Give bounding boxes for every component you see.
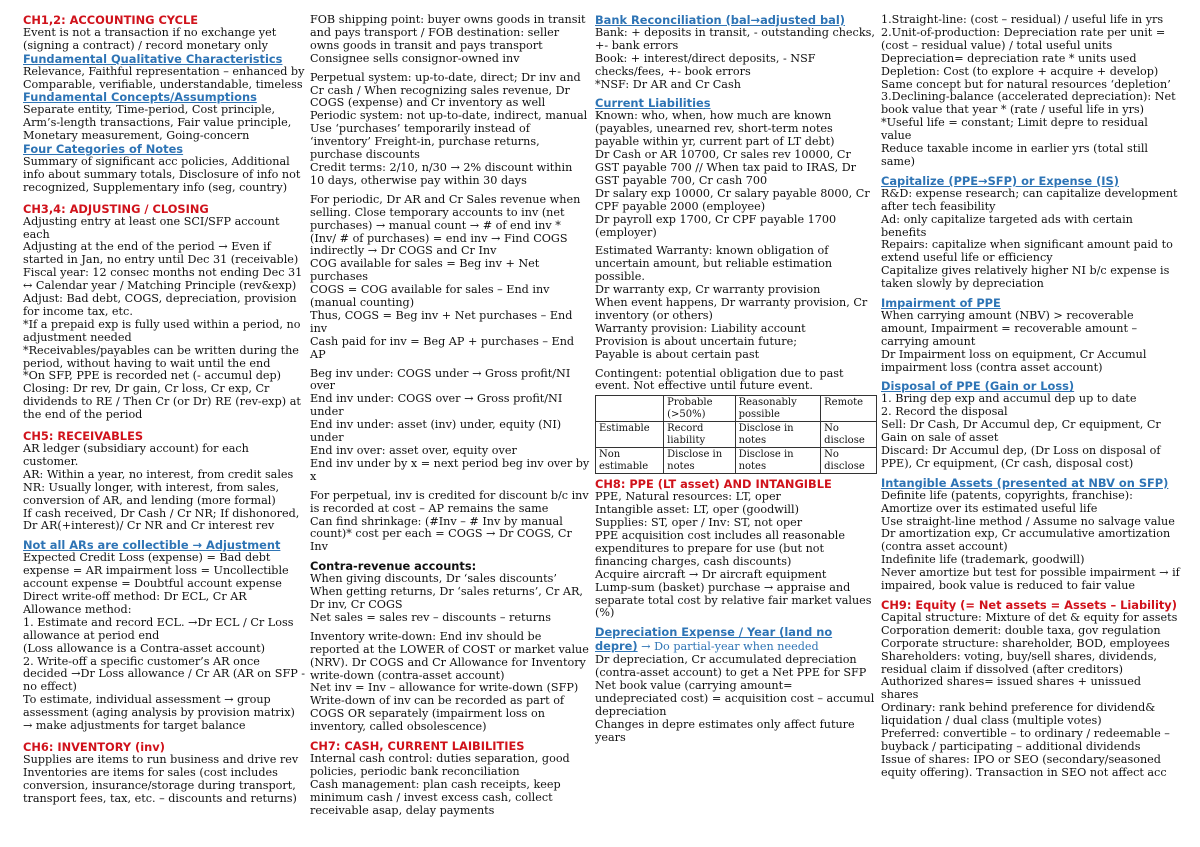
heading-ch5: CH5: RECEIVABLES bbox=[23, 429, 144, 444]
text-line: Can find shrinkage: (#Inv – # Inv by manual count)* cost per each = COGS → Dr COGS, Cr Inv bbox=[310, 514, 572, 554]
text: Summary of significant acc policies, Additional info about summary totals, Disclosure of info not recognized, Supplementary info (seg, country) bbox=[23, 154, 301, 194]
text-line: For periodic, Dr AR and Cr Sales revenue when selling. Close temporary accounts to inv (net purchases) → manual count → # of end inv * (Inv/ # of purchases) = end inv → Find COGS indirectly → Dr COGS and Cr Inv bbox=[310, 192, 581, 258]
text-line: *On SFP, PPE is recorded net (- accumul dep) bbox=[23, 369, 282, 383]
section-equity bbox=[881, 599, 1181, 780]
text-line: Perpetual system: up-to-date, direct; Dr inv and Cr cash / When recognizing sales revenue, Dr COGS (expense) and Cr inventory as well bbox=[310, 70, 581, 110]
text-line: *NSF: Dr AR and Cr Cash bbox=[595, 77, 741, 91]
text-line: PPE acquisition cost includes all reasonable expenditures to prepare for use (but not financing charges, cash discounts) bbox=[595, 529, 845, 568]
section-ppe bbox=[595, 478, 877, 620]
text-line: Ordinary: rank behind preference for dividend& liquidation / dual class (multiple votes) bbox=[881, 701, 1156, 728]
text-line: Cash paid for inv = Beg AP + purchases – End AP bbox=[310, 334, 575, 361]
text-line: Use straight-line method / Assume no salvage value bbox=[881, 514, 1175, 528]
text-line: Net sales = sales rev – discounts – returns bbox=[310, 610, 552, 624]
text-line: R&D: expense research; can capitalize development after tech feasibility bbox=[881, 186, 1178, 213]
table-cell: Remote bbox=[821, 396, 877, 422]
subheading-contra: Contra-revenue accounts: bbox=[310, 559, 477, 574]
text-line: Known: who, when, how much are known (payables, unearned rev, short-term notes payable within yr, current part of LT debt) bbox=[595, 109, 835, 149]
table-cell: Disclose in notes bbox=[664, 448, 735, 474]
text-line: Issue of shares: IPO or SEO (secondary/seasoned equity offering). Transaction in SEO not affect acc bbox=[881, 752, 1167, 779]
text-line: Net inv = Inv – allowance for write-down (SFP) bbox=[310, 681, 579, 695]
text-line: (Loss allowance is a Contra-asset account) bbox=[23, 641, 265, 655]
table-cell: No disclose bbox=[821, 422, 877, 448]
block-capitalize bbox=[881, 175, 1181, 291]
text-line: Shareholders: voting, buy/sell shares, dividends, residual claim if dissolved (after creditors) bbox=[881, 649, 1157, 676]
text-line: Credit terms: 2/10, n/30 → 2% discount within 10 days, otherwise pay within 30 days bbox=[310, 160, 573, 187]
table-cell: Reasonably possible bbox=[735, 396, 821, 422]
table-cell: Probable (>50%) bbox=[664, 396, 735, 422]
text-line: If cash received, Dr Cash / Cr NR; If dishonored, Dr AR(+interest)/ Cr NR and Cr interest rev bbox=[23, 506, 300, 533]
table-row bbox=[596, 448, 877, 474]
block-fob bbox=[310, 14, 590, 66]
block-inventory-errors bbox=[310, 368, 590, 484]
text-line: End inv over: asset over, equity over bbox=[310, 444, 517, 457]
text-line: Allowance method: bbox=[23, 602, 132, 616]
text-line: Adjusting at the end of the period → Even if started in Jan, no entry until Dec 31 (receivable) bbox=[23, 240, 299, 267]
text-line: Dr salary exp 10000, Cr salary payable 8000, Cr CPF payable 2000 (employee) bbox=[595, 186, 870, 213]
text-line: Adjusting entry at least one SCI/SFP account each bbox=[23, 214, 280, 241]
text-line: Preferred: convertible – to ordinary / redeemable – buyback / participating – additional dividends bbox=[881, 727, 1170, 753]
block-current-liabilities bbox=[595, 97, 877, 239]
text-line: When giving discounts, Dr ‘sales discounts’ bbox=[310, 572, 557, 586]
text-line: Definite life (patents, copyrights, franchise): Amortize over its estimated useful life bbox=[881, 488, 1133, 515]
block-contra-revenue bbox=[310, 560, 590, 625]
subheading-intangible: Intangible Assets (presented at NBV on SFP) bbox=[881, 475, 1169, 490]
text-line: Consignee sells consignor-owned inv bbox=[310, 51, 520, 65]
heading-ch3-4: CH3,4: ADJUSTING / CLOSING bbox=[23, 201, 209, 216]
subheading-impairment: Impairment of PPE bbox=[881, 296, 1001, 311]
text-line: Reduce taxable income in earlier yrs (total still same) bbox=[881, 142, 1148, 168]
text-line: Expected Credit Loss (expense) = Bad debt expense = AR impairment loss = Uncollectible account expense = Doubtful account expense bbox=[23, 551, 289, 591]
text-line: Cash management: plan cash receipts, keep minimum cash / invest excess cash, collect receivable asap, delay payments bbox=[310, 777, 561, 817]
text: Event is not a transaction if no exchange yet (signing a contract) / record monetary only bbox=[23, 25, 277, 52]
subheading-notes: Four Categories of Notes bbox=[23, 142, 184, 157]
table-cell: Non estimable bbox=[596, 448, 664, 474]
subheading-disposal: Disposal of PPE (Gain or Loss) bbox=[881, 379, 1075, 394]
section-receivables bbox=[23, 430, 306, 733]
text-line: Depletion: Cost (to explore + acquire + develop) bbox=[881, 64, 1159, 78]
text-line: 2. Record the disposal bbox=[881, 405, 1008, 419]
text: Separate entity, Time-period, Cost principle, Arm’s-length transactions, Fair value principle, Monetary measurement, Going-concern bbox=[23, 103, 292, 143]
text-line: Supplies are items to run business and drive rev bbox=[23, 752, 299, 766]
section-accounting-cycle bbox=[23, 14, 306, 195]
block-disposal bbox=[881, 380, 1181, 470]
text-line: End inv under by x = next period beg inv over by x bbox=[310, 456, 590, 483]
text-line: When event happens, Dr warranty provision, Cr inventory (or others) bbox=[595, 296, 868, 322]
block-write-down bbox=[310, 631, 590, 734]
text-line: Capital structure: Mixture of det & equity for assets bbox=[881, 610, 1178, 624]
heading-ch1-2: CH1,2: ACCOUNTING CYCLE bbox=[23, 13, 199, 27]
text-line: NR: Usually longer, with interest, from sales, conversion of AR, and lending (more formal) bbox=[23, 480, 280, 507]
heading-ch7: CH7: CASH, CURRENT LAIBILITIES bbox=[310, 739, 525, 754]
subheading-bank: Bank Reconciliation (bal→adjusted bal) bbox=[595, 13, 845, 27]
text-line: AR ledger (subsidiary account) for each customer. bbox=[23, 442, 249, 468]
text-line: Dr payroll exp 1700, Cr CPF payable 1700 (employer) bbox=[595, 212, 837, 239]
block-depreciation-methods bbox=[881, 14, 1181, 169]
text-line: Ad: only capitalize targeted ads with certain benefits bbox=[881, 212, 1133, 239]
subheading-adjustment: Not all ARs are collectible → Adjustment bbox=[23, 538, 281, 553]
text-line: Depreciation= depreciation rate * units used bbox=[881, 51, 1137, 65]
block-warranty bbox=[595, 245, 877, 361]
text-line: Discard: Dr Accumul dep, (Dr Loss on disposal of PPE), Cr equipment, (Cr cash, disposal cost) bbox=[881, 444, 1161, 470]
block-depreciation bbox=[595, 626, 877, 744]
subheading-current-liabilities: Current Liabilities bbox=[595, 96, 711, 111]
text-line: PPE, Natural resources: LT, oper bbox=[595, 490, 781, 504]
column-4 bbox=[881, 14, 1181, 786]
subheading-depreciation: Depreciation Expense / Year (land no depre) bbox=[595, 625, 833, 654]
text-line: Beg inv under: COGS under → Gross profit/NI over bbox=[310, 366, 571, 393]
subheading-concepts: Fundamental Concepts/Assumptions bbox=[23, 90, 257, 105]
text-line: When carrying amount (NBV) > recoverable amount, Impairment = recoverable amount – carrying amount bbox=[881, 308, 1138, 348]
block-impairment bbox=[881, 297, 1181, 374]
table-cell: No disclose bbox=[821, 448, 877, 474]
block-systems bbox=[310, 72, 590, 188]
text-line: 3.Declining-balance (accelerated depreciation): Net book value that year * (rate / useful life in yrs) bbox=[881, 90, 1176, 117]
text-line: Same concept but for natural resources ‘depletion’ bbox=[881, 77, 1171, 91]
table-row bbox=[596, 422, 877, 448]
text-line: 1.Straight-line: (cost – residual) / useful life in yrs bbox=[881, 13, 1164, 26]
text-line: Warranty provision: Liability account bbox=[595, 321, 806, 335]
table-header-row bbox=[596, 396, 877, 422]
text-line: Indefinite life (trademark, goodwill) bbox=[881, 553, 1085, 567]
text-line: Never amortize but test for possible impairment → if impaired, book value is reduced to fair value bbox=[881, 566, 1180, 593]
text-line: Dr depreciation, Cr accumulated depreciation (contra-asset account) to get a Net PPE for SFP bbox=[595, 653, 867, 680]
text-line: *Useful life = constant; Limit depre to residual value bbox=[881, 116, 1148, 143]
text-line: Write-down of inv can be recorded as part of COGS OR separately (impairment loss on inventory, called obsolescence) bbox=[310, 694, 565, 734]
text-line: Intangible asset: LT, oper (goodwill) bbox=[595, 503, 799, 517]
block-periodic bbox=[310, 194, 590, 362]
text: Relevance, Faithful representation – enhanced by Comparable, verifiable, understandable, timeless bbox=[23, 64, 305, 91]
text-line: Inventories are items for sales (cost includes conversion, insurance/storage during transport, transport fees, tax, etc. – discounts and returns) bbox=[23, 765, 297, 805]
text-line: Supplies: ST, oper / Inv: ST, not oper bbox=[595, 516, 803, 530]
text-line: Estimated Warranty: known obligation of uncertain amount, but reliable estimation possible. bbox=[595, 244, 833, 284]
block-perpetual bbox=[310, 490, 590, 555]
text-line: Capitalize gives relatively higher NI b/c expense is taken slowly by depreciation bbox=[881, 264, 1170, 291]
heading-ch9: CH9: Equity (= Net assets = Assets – Liability) bbox=[881, 597, 1177, 612]
text-line: Acquire aircraft → Dr aircraft equipment bbox=[595, 567, 827, 581]
text-line: COG available for sales = Beg inv + Net purchases bbox=[310, 257, 540, 284]
text-line: Authorized shares= issued shares + unissued shares bbox=[881, 675, 1142, 702]
text-line: Contingent: potential obligation due to past event. Not effective until future event. bbox=[595, 366, 844, 393]
heading-ch6: CH6: INVENTORY (inv) bbox=[23, 739, 165, 754]
text-line: 1. Estimate and record ECL. →Dr ECL / Cr Loss allowance at period end bbox=[23, 615, 294, 642]
text-line: Corporate structure: shareholder, BOD, employees bbox=[881, 636, 1170, 650]
section-inventory bbox=[23, 741, 306, 806]
section-cash bbox=[310, 740, 590, 817]
text-line: Dr warranty exp, Cr warranty provision bbox=[595, 283, 821, 297]
text-line: Adjust: Bad debt, COGS, depreciation, provision for income tax, etc. bbox=[23, 292, 297, 318]
table-cell: Estimable bbox=[596, 422, 664, 448]
text-line: End inv under: asset (inv) under, equity (NI) under bbox=[310, 418, 562, 445]
text-line: Lump-sum (basket) purchase → appraise and separate total cost by relative fair market values (%) bbox=[595, 580, 872, 620]
table-cell: Disclose in notes bbox=[735, 422, 821, 448]
text-line: Closing: Dr rev, Dr gain, Cr loss, Cr exp, Cr dividends to RE / Then Cr (or Dr) RE (rev-exp) at the end of the period bbox=[23, 382, 301, 422]
block-bank-reconciliation bbox=[595, 14, 877, 91]
text-line: Periodic system: not up-to-date, indirect, manual Use ‘purchases’ temporarily instead of ‘inventory’ Freight-in, purchase returns, purchase discounts bbox=[310, 109, 588, 162]
section-adjusting bbox=[23, 203, 306, 422]
column-3 bbox=[595, 14, 877, 751]
column-2 bbox=[310, 14, 590, 825]
text-line: Payable is about certain past bbox=[595, 347, 760, 361]
contingency-table bbox=[595, 395, 877, 474]
heading-ch8: CH8: PPE (LT asset) AND INTANGIBLE bbox=[595, 477, 832, 492]
text-line: Provision is about uncertain future; bbox=[595, 334, 797, 348]
text-line: FOB shipping point: buyer owns goods in transit and pays transport / FOB destination: seller owns goods in transit and pays transport bbox=[310, 13, 586, 52]
text-line: Corporation demerit: double taxa, gov regulation bbox=[881, 623, 1161, 637]
text-line: When getting returns, Dr ‘sales returns’, Cr AR, Dr inv, Cr COGS bbox=[310, 585, 583, 611]
text-line: Bank: + deposits in transit, - outstanding checks, +- bank errors bbox=[595, 25, 875, 52]
text-line: *Receivables/payables can be written during the period, without having to wait until the end bbox=[23, 343, 299, 370]
text-line: Direct write-off method: Dr ECL, Cr AR bbox=[23, 589, 247, 603]
text-line: 1. Bring dep exp and accumul dep up to date bbox=[881, 392, 1137, 406]
text-line: Sell: Dr Cash, Dr Accumul dep, Cr equipment, Cr Gain on sale of asset bbox=[881, 418, 1161, 445]
text-line: *If a prepaid exp is fully used within a period, no adjustment needed bbox=[23, 317, 301, 344]
text-line: Internal cash control: duties separation, good policies, periodic bank reconciliation bbox=[310, 751, 570, 778]
text-line: COGS = COG available for sales – End inv (manual counting) bbox=[310, 283, 550, 310]
text-line: Dr Cash or AR 10700, Cr sales rev 10000, Cr GST payable 700 // When tax paid to IRAS, Dr GST payable 700, Cr cash 700 bbox=[595, 148, 857, 187]
text-line: 2. Write-off a specific customer’s AR once decided →Dr Loss allowance / Cr AR (AR on SFP -no effect) bbox=[23, 654, 306, 694]
table-cell bbox=[596, 396, 664, 422]
text-line: Dr Impairment loss on equipment, Cr Accumul impairment loss (contra asset account) bbox=[881, 347, 1147, 374]
text-line: Thus, COGS = Beg inv + Net purchases – End inv bbox=[310, 308, 573, 335]
text-line: Dr amortization exp, Cr accumulative amortization (contra asset account) bbox=[881, 527, 1171, 554]
table-cell: Record liability bbox=[664, 422, 735, 448]
subheading-qualitative: Fundamental Qualitative Characteristics bbox=[23, 51, 283, 66]
text-line: AR: Within a year, no interest, from credit sales bbox=[23, 467, 294, 481]
text-line: Book: + interest/direct deposits, - NSF checks/fees, +- book errors bbox=[595, 51, 816, 78]
text-line: Fiscal year: 12 consec months not ending Dec 31 ↔ Calendar year / Matching Principle (rev&exp) bbox=[23, 266, 303, 293]
text-line: 2.Unit-of-production: Depreciation rate per unit = (cost – residual value) / total useful units bbox=[881, 25, 1166, 52]
text-line: Changes in depre estimates only affect future years bbox=[595, 717, 855, 744]
column-1 bbox=[23, 14, 306, 813]
block-intangible bbox=[881, 477, 1181, 593]
text-line: End inv under: COGS over → Gross profit/NI under bbox=[310, 392, 563, 419]
text-line: Repairs: capitalize when significant amount paid to extend useful life or efficiency bbox=[881, 238, 1173, 265]
text-line: To estimate, individual assessment → group assessment (aging analysis by provision matrix) → make adjustments for target balance bbox=[23, 693, 295, 733]
subheading-capitalize: Capitalize (PPE→SFP) or Expense (IS) bbox=[881, 173, 1119, 188]
text: → Do partial-year when needed bbox=[641, 640, 819, 654]
text-line: Inventory write-down: End inv should be reported at the LOWER of COST or market value (NRV). Dr COGS and Cr Allowance for Inventory write-down (contra-asset account) bbox=[310, 629, 589, 682]
table-cell: Disclose in notes bbox=[735, 448, 821, 474]
text-line: Net book value (carrying amount= undepreciated cost) = acquisition cost – accumul depreciation bbox=[595, 678, 875, 718]
text-line: For perpetual, inv is credited for discount b/c inv is recorded at cost – AP remains the same bbox=[310, 488, 589, 515]
